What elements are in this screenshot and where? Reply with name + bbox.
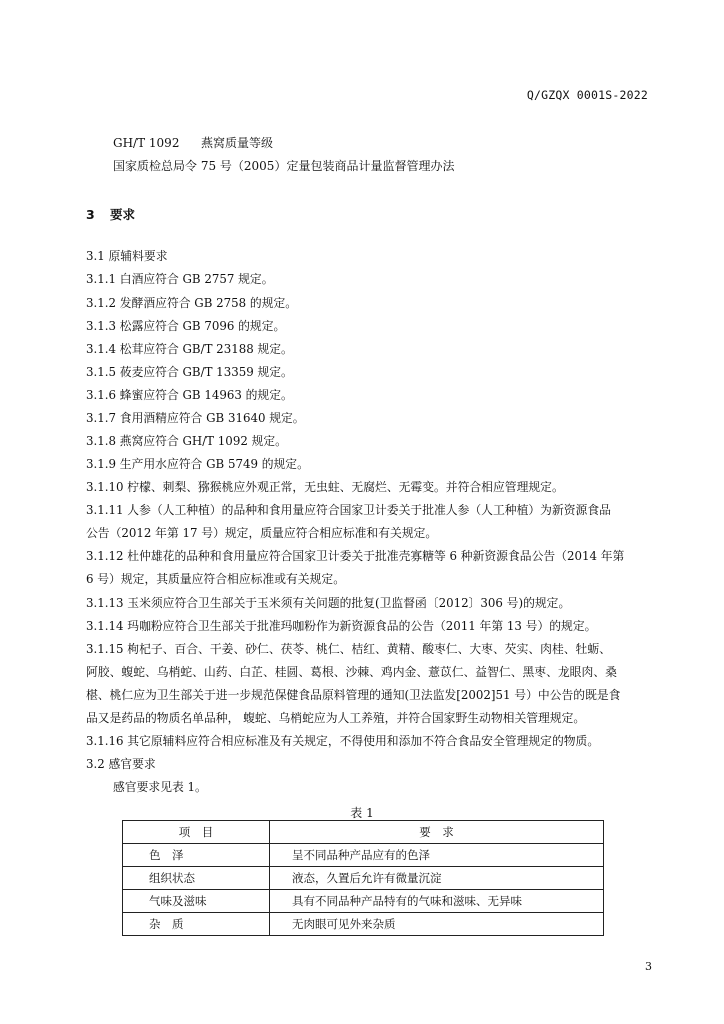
- paragraph: 3.1.12 杜仲雄花的品种和食用量应符合国家卫计委关于批准壳寡糖等 6 种新资源食品公告（2014 年第: [86, 549, 625, 563]
- paragraph: 3.1.8 燕窝应符合 GH/T 1092 规定。: [86, 434, 287, 448]
- section-number: 3: [86, 207, 95, 222]
- table-header-row: [123, 821, 604, 844]
- paragraph: 6 号）规定，其质量应符合相应标准或有关规定。: [86, 572, 345, 586]
- paragraph: 3.1.15 枸杞子、百合、干姜、砂仁、茯苓、桃仁、桔红、黄精、酸枣仁、大枣、芡实、肉桂、牡蛎、: [86, 642, 611, 656]
- paragraph: 3.1.4 松茸应符合 GB/T 23188 规定。: [86, 342, 293, 356]
- paragraph: 3.1.14 玛咖粉应符合卫生部关于批准玛咖粉作为新资源食品的公告（2011 年第 13 号）的规定。: [86, 619, 597, 633]
- table-cell: 气味及滋味: [123, 890, 270, 913]
- section-heading: [86, 205, 135, 223]
- table-row: [123, 844, 604, 867]
- table-cell: 组织状态: [123, 867, 270, 890]
- paragraph: 公告（2012 年第 17 号）规定，质量应符合相应标准和有关规定。: [86, 526, 438, 540]
- paragraph: 3.1.10 柠檬、刺梨、猕猴桃应外观正常，无虫蛀、无腐烂、无霉变。并符合相应管理规定。: [86, 480, 564, 494]
- reference-title: 燕窝质量等级: [201, 136, 274, 150]
- reference-line: [113, 134, 273, 151]
- table-caption: 表 1: [350, 806, 374, 820]
- sensory-requirements-table: [122, 820, 604, 936]
- paragraph: 椹、桃仁应为卫生部关于进一步规范保健食品原料管理的通知(卫法监发[2002]51 号）中公告的既是食: [86, 688, 621, 702]
- paragraph: 3.1.11 人参（人工种植）的品种和食用量应符合国家卫计委关于批准人参（人工种植）为新资源食品: [86, 503, 611, 517]
- table-cell: 液态，久置后允许有微量沉淀: [270, 867, 604, 890]
- paragraph: 3.1.9 生产用水应符合 GB 5749 的规定。: [86, 457, 309, 471]
- reference-code: GH/T 1092: [113, 136, 180, 150]
- paragraph: 3.1.2 发酵酒应符合 GB 2758 的规定。: [86, 296, 298, 310]
- paragraph: 3.1.5 莜麦应符合 GB/T 13359 规定。: [86, 365, 293, 379]
- table-cell: 具有不同品种产品特有的气味和滋味、无异味: [270, 890, 604, 913]
- page-number: 3: [645, 960, 652, 973]
- table-cell: 呈不同品种产品应有的色泽: [270, 844, 604, 867]
- column-header-item: 项 目: [123, 821, 270, 844]
- paragraph: 3.1.7 食用酒精应符合 GB 31640 规定。: [86, 411, 305, 425]
- paragraph: 3.1.1 白酒应符合 GB 2757 规定。: [86, 272, 274, 286]
- table-cell: 杂 质: [123, 913, 270, 936]
- table-row: [123, 890, 604, 913]
- paragraph: 感官要求见表 1。: [113, 780, 207, 794]
- paragraph: 阿胶、蝮蛇、乌梢蛇、山药、白芷、桂圆、葛根、沙棘、鸡内金、薏苡仁、益智仁、黑枣、龙眼肉、桑: [86, 665, 617, 679]
- table-row: [123, 867, 604, 890]
- paragraph: 3.1.3 松露应符合 GB 7096 的规定。: [86, 319, 286, 333]
- paragraph: 3.1 原辅料要求: [86, 249, 168, 263]
- paragraph: 3.1.6 蜂蜜应符合 GB 14963 的规定。: [86, 388, 293, 402]
- paragraph: 3.1.16 其它原辅料应符合相应标准及有关规定，不得使用和添加不符合食品安全管理规定的物质。: [86, 734, 600, 748]
- section-title: 要求: [110, 207, 136, 222]
- table-cell: 无肉眼可见外来杂质: [270, 913, 604, 936]
- reference-title: 国家质检总局令 75 号（2005）定量包装商品计量监督管理办法: [113, 159, 455, 173]
- reference-line: [113, 157, 454, 174]
- paragraph: 3.2 感官要求: [86, 757, 156, 771]
- table-row: [123, 913, 604, 936]
- document-code: Q/GZQX 0001S-2022: [526, 88, 648, 102]
- paragraph: 品又是药品的物质名单品种， 蝮蛇、乌梢蛇应为人工养殖，并符合国家野生动物相关管理规定。: [86, 711, 586, 725]
- column-header-requirement: 要 求: [270, 821, 604, 844]
- table-cell: 色 泽: [123, 844, 270, 867]
- paragraph: 3.1.13 玉米须应符合卫生部关于玉米须有关问题的批复(卫监督函〔2012〕306 号)的规定。: [86, 596, 571, 610]
